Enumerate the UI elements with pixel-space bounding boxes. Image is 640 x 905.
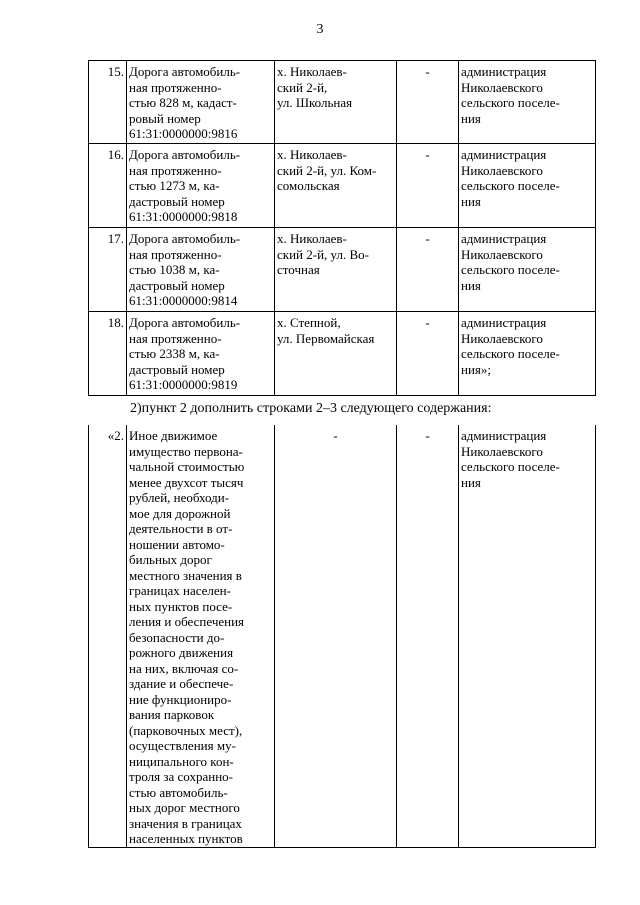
page-number: 3 (316, 22, 324, 37)
row-number: 18. (89, 312, 127, 396)
addition-table (88, 425, 596, 848)
property-name: Дорога автомобиль- ная протяженно- стью 1273 м, ка- дастровый номер 61:31:0000000:9818 (127, 144, 275, 228)
row-number: 15. (89, 61, 127, 144)
property-table (88, 60, 596, 396)
table-row (89, 228, 596, 312)
row-number: «2. (89, 425, 127, 847)
property-extra: - (397, 425, 459, 847)
property-holder: администрация Николаевского сельского поселе- ния (459, 61, 596, 144)
property-name: Иное движимое имущество первона- чальной стоимостью менее двухсот тысяч рублей, необходи- мое для дорожной деятельности в от- ношении автомо- бильных дорог местного значения в границах населен- ных пунктов посе- ления и обеспечения безопасности до- рожного движения на них, включая со- здание и обеспече- ние функциониро- вания парковок (парковочных мест), осуществления му- ниципального кон- троля за сохранно- стью автомобиль- ных дорог местного значения в границах населенных пунктов (127, 425, 275, 847)
property-address: х. Николаев- ский 2-й, ул. Во- сточная (275, 228, 397, 312)
property-holder: администрация Николаевского сельского поселе- ния»; (459, 312, 596, 396)
property-address: х. Николаев- ский 2-й, ул. Школьная (275, 61, 397, 144)
property-extra: - (397, 228, 459, 312)
property-address: - (275, 425, 397, 847)
amendment-paragraph: 2)пункт 2 дополнить строками 2–3 следующего содержания: (130, 401, 492, 416)
property-name: Дорога автомобиль- ная протяженно- стью 1038 м, ка- дастровый номер 61:31:0000000:9814 (127, 228, 275, 312)
row-number: 16. (89, 144, 127, 228)
table-row (89, 425, 596, 847)
table-row (89, 61, 596, 144)
property-address: х. Николаев- ский 2-й, ул. Ком- сомольская (275, 144, 397, 228)
property-address: х. Степной, ул. Первомайская (275, 312, 397, 396)
property-extra: - (397, 144, 459, 228)
property-name: Дорога автомобиль- ная протяженно- стью 2338 м, ка- дастровый номер 61:31:0000000:9819 (127, 312, 275, 396)
property-name: Дорога автомобиль- ная протяженно- стью 828 м, кадаст- ровый номер 61:31:0000000:9816 (127, 61, 275, 144)
property-holder: администрация Николаевского сельского поселе- ния (459, 228, 596, 312)
property-holder: администрация Николаевского сельского поселе- ния (459, 425, 596, 847)
row-number: 17. (89, 228, 127, 312)
property-extra: - (397, 61, 459, 144)
table-row (89, 144, 596, 228)
property-extra: - (397, 312, 459, 396)
table-row (89, 312, 596, 396)
property-holder: администрация Николаевского сельского поселе- ния (459, 144, 596, 228)
